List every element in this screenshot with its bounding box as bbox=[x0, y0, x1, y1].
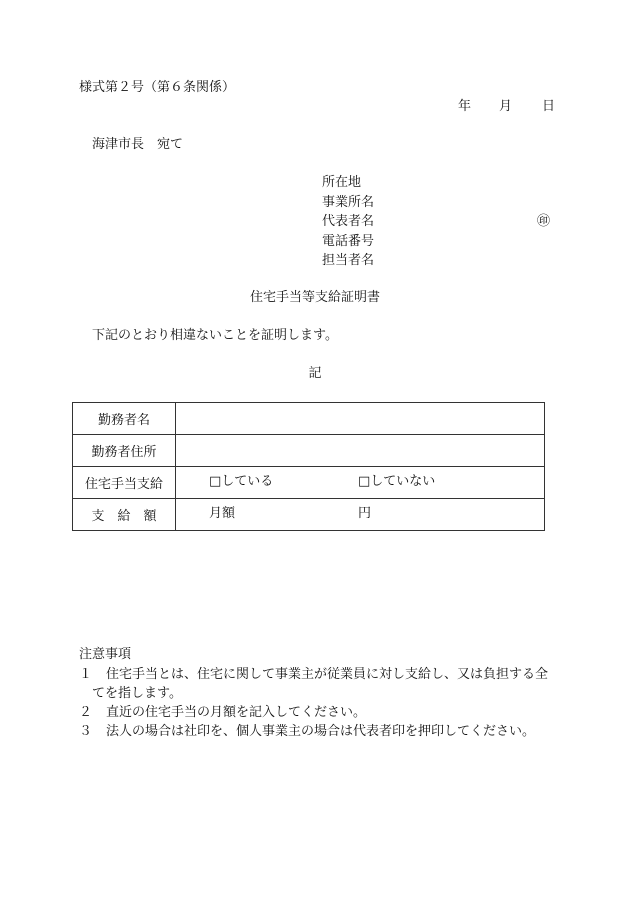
form-number: 様式第２号（第６条関係） bbox=[79, 80, 236, 95]
notes-heading: 注意事項 bbox=[79, 647, 132, 662]
yen-label: 円 bbox=[358, 506, 372, 521]
housing-allowance-options bbox=[176, 467, 545, 499]
document-title: 住宅手当等支給証明書 bbox=[249, 290, 380, 305]
issuer-contact-label: 担当者名 bbox=[322, 253, 375, 268]
note-number: １ bbox=[79, 667, 93, 682]
note-text: 住宅手当とは、住宅に関して事業主が従業員に対し支給し、又は負担する全 bbox=[106, 667, 549, 682]
issuer-office-label: 事業所名 bbox=[322, 194, 375, 210]
note-text: 直近の住宅手当の月額を記入してください。 bbox=[106, 705, 367, 720]
date-year-label: 年 bbox=[458, 99, 472, 114]
amount-label: 支 給 額 bbox=[73, 499, 176, 531]
employee-name-field[interactable] bbox=[176, 403, 545, 435]
date-day-label: 日 bbox=[542, 99, 556, 114]
issuer-representative-label: 代表者名 bbox=[322, 214, 375, 229]
table-row bbox=[73, 467, 545, 499]
info-table bbox=[72, 402, 545, 531]
note-number: ２ bbox=[79, 705, 93, 720]
employee-address-label: 勤務者住所 bbox=[73, 435, 176, 467]
issuer-block bbox=[322, 175, 374, 273]
employee-address-field[interactable] bbox=[176, 435, 545, 467]
monthly-label: 月額 bbox=[209, 506, 236, 521]
table-row bbox=[73, 435, 545, 467]
amount-field[interactable] bbox=[176, 499, 545, 531]
issuer-phone-label: 電話番号 bbox=[322, 233, 375, 249]
table-row bbox=[73, 499, 545, 531]
addressee: 海津市長 宛て bbox=[92, 137, 184, 152]
employee-name-label: 勤務者名 bbox=[73, 403, 176, 435]
seal-mark: ㊞ bbox=[537, 214, 551, 229]
housing-allowance-label: 住宅手当支給 bbox=[73, 467, 176, 499]
option-not-paid-checkbox[interactable]: □していない bbox=[358, 474, 436, 489]
note-text: 法人の場合は社印を、個人事業主の場合は代表者印を押印してください。 bbox=[106, 724, 536, 739]
note-number: ３ bbox=[79, 724, 93, 739]
certification-statement: 下記のとおり相違ないことを証明します。 bbox=[92, 328, 338, 343]
note-text-continued: てを指します。 bbox=[92, 686, 182, 701]
date-month-label: 月 bbox=[499, 99, 513, 114]
ki-heading: 記 bbox=[308, 366, 322, 381]
option-paid-checkbox[interactable]: □している bbox=[209, 474, 274, 489]
table-row bbox=[73, 403, 545, 435]
issuer-address-label: 所在地 bbox=[322, 175, 362, 190]
